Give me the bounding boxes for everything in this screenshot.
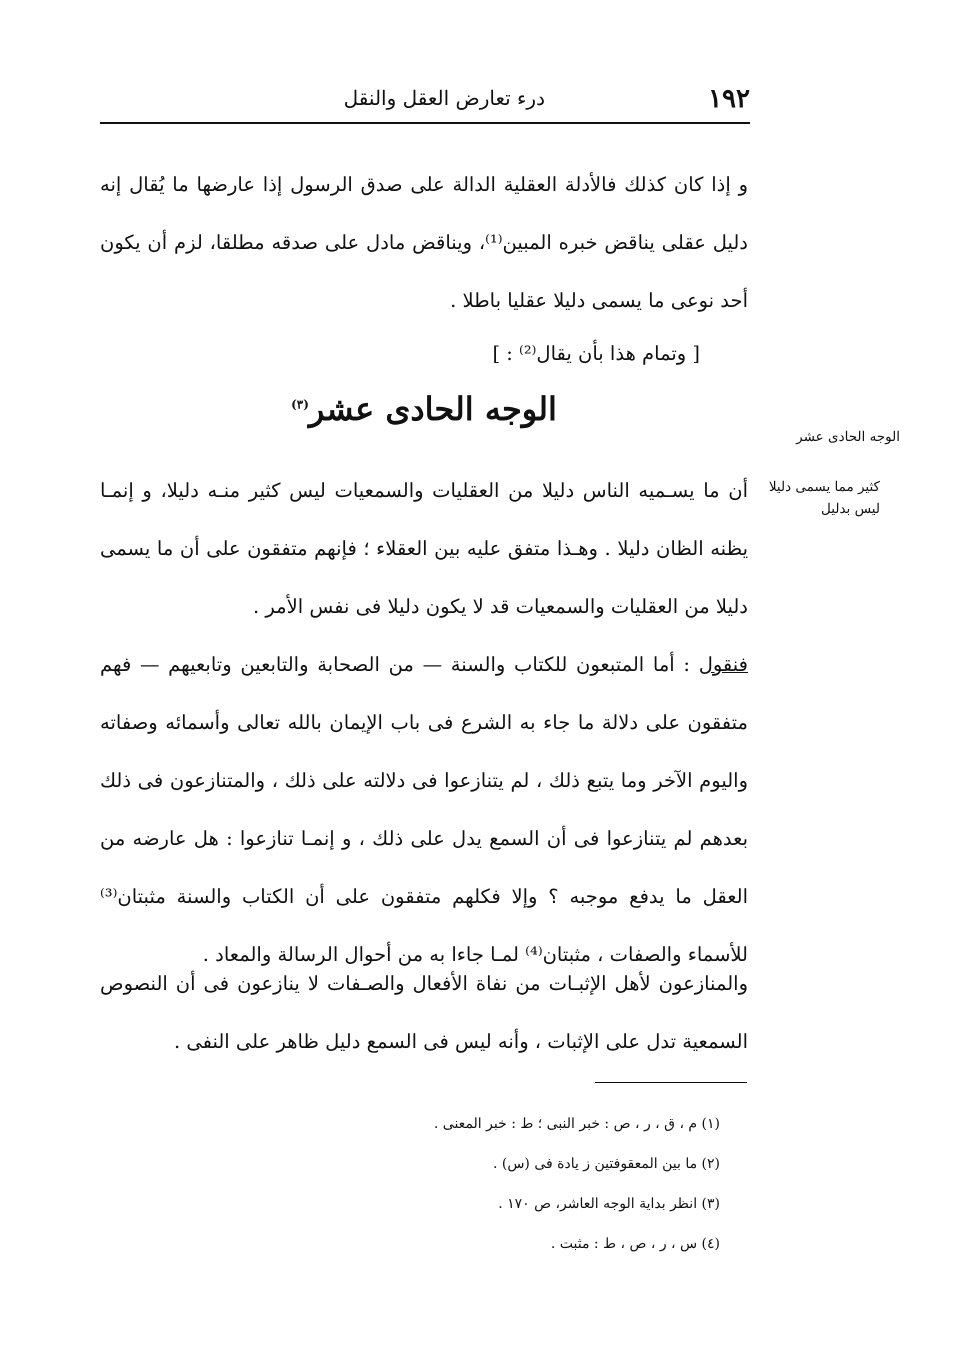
paragraph-3: أن ما يسـميه الناس دليلا من العقليات والسمعيات ليس كثير منـه دليلا، و إنمـا يظنه الظان دليلا . وهـذا متفق عليه بين العقلاء ؛ فإنهم متفقون على أن ما يسمى دليلا من العقليات والسمعيات قد لا يكون دليلا فى نفس الأمر . <box>100 479 748 618</box>
margin-note-1: الوجه الحادى عشر <box>796 429 900 445</box>
footnote-4: (٤) س ، ر ، ص ، ط : مثبت . <box>550 1236 720 1252</box>
section-heading <box>100 390 748 428</box>
footnote-2: (٢) ما بين المعقوفتين ز يادة فى (س) . <box>492 1156 720 1172</box>
footnote-divider <box>595 1082 747 1083</box>
paragraph-4-lead-word: فنقول <box>698 653 748 676</box>
paragraph-4 <box>100 636 748 984</box>
page-number: ١٩٢ <box>708 84 750 114</box>
running-title: درء تعارض العقل والنقل <box>343 86 545 110</box>
margin-note-2: كثير مما يسمى دليلا ليس بدليل <box>768 479 880 517</box>
footnotes <box>320 1104 720 1264</box>
header-divider <box>100 122 750 124</box>
footnote-3: (٣) انظر بداية الوجه العاشر، ص ١٧٠ . <box>498 1196 720 1212</box>
paragraph-4-text: : أما المتبعون للكتاب والسنة — من الصحابة والتابعين وتابعيهم — فهم متفقون على دلالة ما جاء به الشرع فى باب الإيمان بالله تعالى وأسمائه وصفاته واليوم الآخر وما يتبع ذلك ، لم يتنازعوا فى دلالته على ذلك ، والمتنازعون فى ذلك بعدهم لم يتنازعوا فى أن السمع يدل على ذلك ، و إنمـا تنازعوا : هل عارضه من العقل ما يدفع موجبه ؟ وإلا فكلهم متفقون على أن الكتاب والسنة مثبتان⁽³⁾ للأسماء والصفات ، مثبتان⁽⁴⁾ لمـا جاءا به من أحوال الرسالة والمعاد . <box>100 653 748 966</box>
paragraph-5: والمنازعون لأهل الإثبـات من نفاة الأفعال والصـفات لا ينازعون فى أن النصوص السمعية تدل على الإثبات ، وأنه ليس فى السمع دليل ظاهر على النفى . <box>100 972 748 1053</box>
section-heading-footnote-mark: (٣) <box>291 397 309 412</box>
page-header <box>100 76 750 122</box>
bracket-line-text: [ وتمام هذا بأن يقال⁽²⁾ : ] <box>492 342 700 365</box>
footnote-1: (١) م ، ق ، ر ، ص : خبر النبى ؛ ط : خبر المعنى . <box>433 1116 720 1132</box>
bracket-line <box>0 325 700 383</box>
paragraph-1: و إذا كان كذلك فالأدلة العقلية الدالة على صدق الرسول إذا عارضها ما يُقال إنه دليل عقلى يناقض خبره المبين⁽¹⁾، ويناقض مادل على صدقه مطلقا، لزم أن يكون أحد نوعى ما يسمى دليلا عقليا باطلا . <box>100 173 748 312</box>
section-heading-text: الوجه الحادى عشر <box>308 390 557 428</box>
